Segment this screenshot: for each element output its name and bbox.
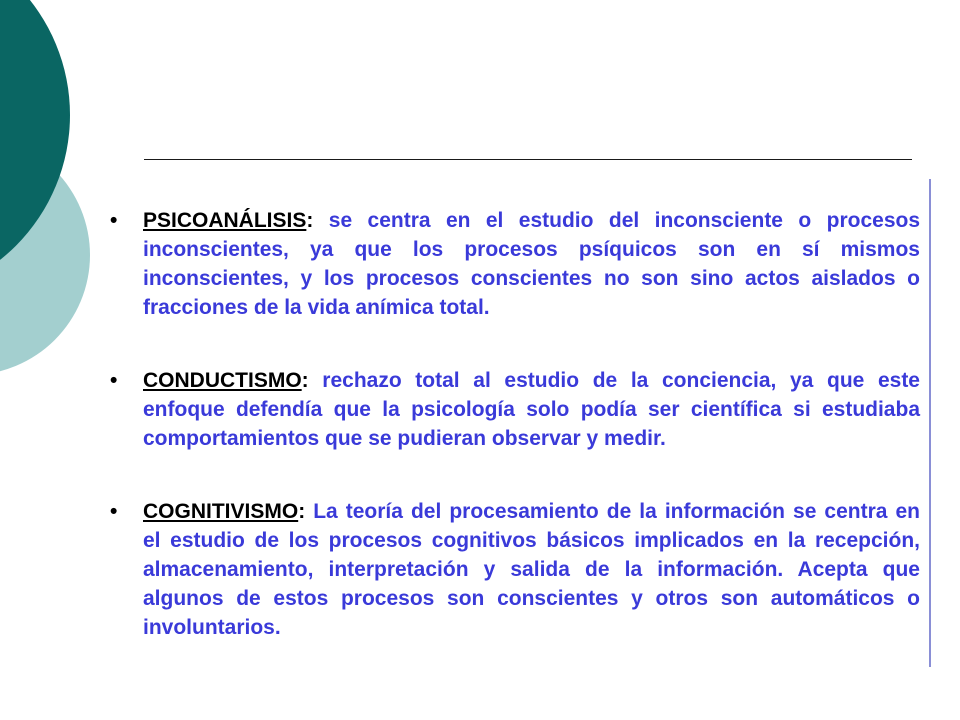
term-psicoanalisis: PSICOANÁLISIS [143,209,307,232]
description-psicoanalisis: se centra en el estudio del inconsciente o procesos inconscientes, ya que los procesos psíquicos son en sí mismos inconscientes, y los procesos conscientes no son sino actos aislados o fracciones de la vida anímica total. [143,209,920,319]
term-cognitivismo: COGNITIVISMO [143,500,299,523]
bullet-dot-icon: • [110,209,118,232]
term-colon: : [301,369,309,392]
bullet-item-psicoanalisis [110,206,920,322]
bullet-dot-icon: • [110,500,118,523]
description-cognitivismo: La teoría del procesamiento de la información se centra en el estudio de los procesos cognitivos básicos implicados en la recepción, almacenamiento, interpretación y salida de la información. Acepta que algunos de estos procesos son conscientes y otros son automáticos o involuntarios. [143,500,920,639]
term-colon: : [306,209,314,232]
title-divider-line [144,159,912,160]
term-conductismo: CONDUCTISMO [143,369,302,392]
bullet-dot-icon: • [110,369,118,392]
description-conductismo: rechazo total al estudio de la conciencia, ya que este enfoque defendía que la psicología solo podía ser científica si estudiaba comportamientos que se pudieran observar y medir. [143,369,920,450]
term-colon: : [298,500,306,523]
bullet-item-conductismo [110,366,920,453]
vertical-divider-line [929,179,931,667]
bullet-item-cognitivismo [110,497,920,642]
bullet-list [110,206,920,642]
